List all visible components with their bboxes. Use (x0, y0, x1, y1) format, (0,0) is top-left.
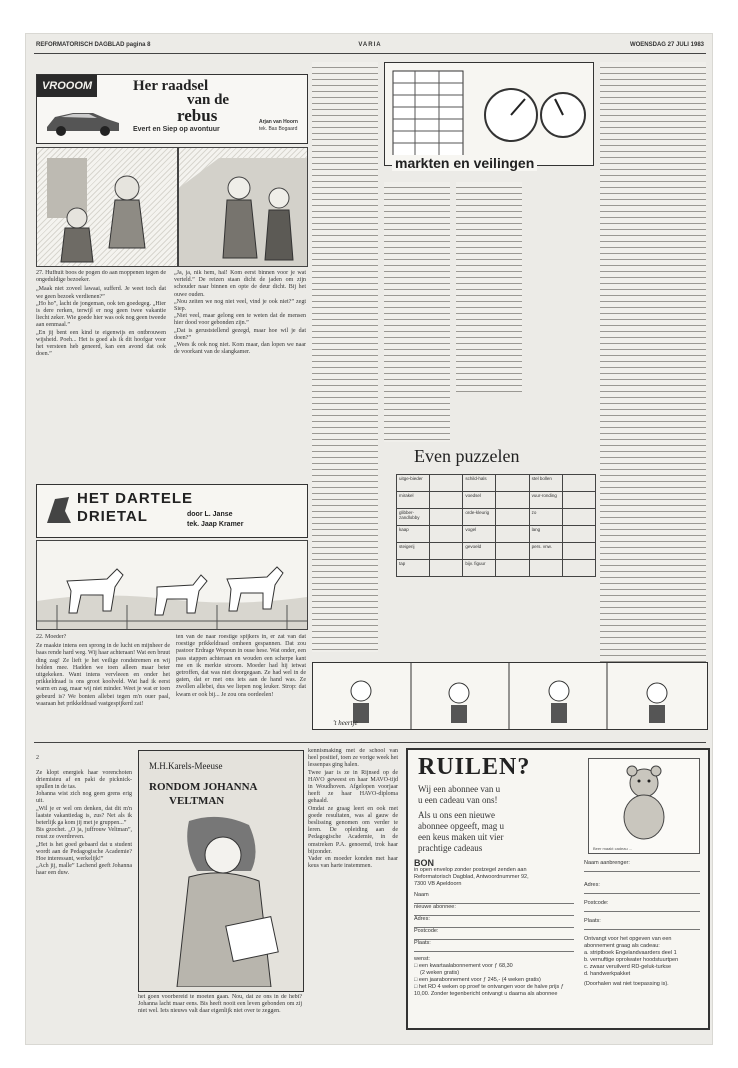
puzzle-cell[interactable] (430, 526, 463, 543)
rebus-panel-1 (36, 147, 178, 267)
horses-illustration (36, 540, 308, 630)
rebus-text-col2: „Ja, ja, nik hem, hal! Kom eerst binnen voor je wat verteld.” De reizen staan dicht de jaden om zijn schouder naar binnen en opte de deur dicht. Bij het ouwe ouden. „Nou zeiten we nog niet veel, vind je ook niet?” zegt Siep. „Niet veel, maar gelong een te weten dat de mensen hier dood voor gebonden zijn.” „Dat is geruststellend gezegd, maar hoe wil je dat doen?” „Wees ik ook nog niet. Kom maar, dan lopen we naar de voorkant van de slangkamer. (174, 270, 306, 356)
puzzle-cell[interactable] (430, 560, 463, 577)
bon-field-address[interactable] (414, 916, 574, 928)
bon-form (414, 860, 574, 998)
section-rule (34, 742, 706, 743)
rebus-text-col1 (36, 270, 166, 360)
rebus-caption: 27. Hufhuit boos de pogen do aan moppenen tegen de ongeduldige bezoeker. (36, 270, 166, 284)
puzzle-label: glibber-zandlobby (397, 509, 430, 526)
book-title-1: RONDOM JOHANNA (149, 781, 258, 793)
auction-listings-col2 (384, 182, 450, 442)
puzzle-label: bijv. figuur (463, 560, 496, 577)
book-author: M.H.Karels-Meeuse (149, 761, 223, 771)
vroom-credit-author: Arjan van Hoorn (259, 119, 298, 125)
puzzle-cell[interactable] (496, 509, 529, 526)
dartele-title-1: HET DARTELE (77, 490, 193, 507)
dartele-body-1: Ze maakte intens een sprong in de lucht en mijnheer de baas rende hard weg. Wij haar achteraan! Wat een bruut ding zag! Ze lieft je het veilige rondstremen en wij holden mee. Hadden we toen alleen maar beter uitgekeken. Want intens vervleeen en onder het prikkeldraad is ons groot koolveld. Wat had ik eerst warm en zag, maar wij niet minder. Weet je wat er toen gebeurd is? We bonten allebei tegen m'n ouer paal, waaraan het prikkeldraad vastgespijkerd zat! (36, 643, 170, 707)
vroom-title-2: van de (187, 92, 230, 108)
ruilen-line-2: u een cadeau van ons! (418, 795, 498, 805)
puzzle-label: gevoeld (463, 543, 496, 560)
puzzle-cell[interactable] (496, 560, 529, 577)
bon-line-2: Reformatorisch Dagblad, Antwoordnummer 92, (414, 874, 529, 880)
auction-listings-col1 (312, 62, 378, 652)
bon-label: Adres: (414, 916, 430, 922)
puzzle-label: mirakel (397, 492, 430, 509)
bon-field-name[interactable] (414, 892, 574, 904)
feuilleton-col1 (36, 748, 132, 1028)
referrer-postcode-field[interactable] (584, 900, 700, 912)
dartele-number: 22. Moeder? (36, 634, 67, 640)
markten-title: markten en veilingen (392, 155, 537, 171)
puzzle-title: Even puzzelen (414, 446, 520, 466)
bon-field-postcode[interactable] (414, 928, 574, 940)
header-left: REFORMATORISCH DAGBLAD pagina 8 (36, 42, 151, 48)
ruilen-promo (406, 748, 710, 1030)
puzzle-cell[interactable] (496, 492, 529, 509)
teddy-caption: Beer maakt cadeau ... (593, 846, 633, 851)
puzzle-label: vogel (463, 526, 496, 543)
markten-illustration (384, 62, 594, 166)
feuilleton-col3: kennismaking met de school van heel positief, toen ze vorige week het lessenpas ging halen. Twee jaar is ze in Rijnsed op de HAVO geweest en haar MAVO-tijd in Woudhoven. Afgelopen voorjaar heeft ze haar HAVO-diploma gehaald. Omdat ze graag leert en ook met goede resultaten, was al gauw de beslissing genomen om verder te leren. De opleiding aan de Pedagogische Academie, in de omstreken P.A. genoemd, trok haar bijzonder. Vader en moeder konden met haar keus van harte instemmen. (308, 748, 398, 870)
vroom-title-3: rebus (177, 106, 218, 125)
puzzle-label: pers. vnw. (529, 543, 562, 560)
puzzle-label: stel bollen (529, 475, 562, 492)
puzzle-label: kaap (397, 526, 430, 543)
puzzle-label: uitge-bieder (397, 475, 430, 492)
ruilen-line-1: Wij een abonnee van u (418, 784, 501, 794)
referrer-city-field[interactable] (584, 918, 700, 930)
puzzle-grid (396, 474, 596, 604)
referrer-label: Adres: (584, 882, 600, 888)
puzzle-label: tap (397, 560, 430, 577)
bon-label: Naam (414, 892, 429, 898)
gift-a[interactable]: a. striptboek Engelandvaarders deel 1 (584, 950, 677, 956)
puzzle-cell[interactable] (562, 560, 595, 577)
bon-referrer (584, 860, 700, 988)
puzzle-label: orde-kleurig (463, 509, 496, 526)
bon-line-3: 7300 VB Apeldoorn (414, 881, 462, 887)
puzzle-cell[interactable] (430, 543, 463, 560)
checkbox-icon[interactable]: □ (414, 977, 419, 983)
bon-option-label: een kwartaalabonnement voor ƒ 68,30 (418, 963, 513, 969)
gift-b[interactable]: b. vernuftige oprolwater hoodstuurtpen (584, 957, 679, 963)
bon-option-1[interactable] (414, 963, 574, 970)
puzzle-cell[interactable] (562, 509, 595, 526)
puzzle-label: zo (529, 509, 562, 526)
vroom-banner (36, 74, 308, 144)
bon-wenst: wenst: (414, 956, 430, 962)
auction-listings-right (600, 62, 706, 702)
ruilen-line-4: abonnee opgeeft, mag u (418, 821, 504, 831)
checkbox-icon[interactable]: □ (414, 984, 419, 990)
dartele-illustrator: tek. Jaap Kramer (187, 521, 244, 528)
bon-label: Plaats: (414, 940, 431, 946)
ruilen-line-5: een keus maken uit vier (418, 832, 504, 842)
header-section: VARIA (358, 42, 382, 48)
header-rule (34, 53, 706, 54)
puzzle-cell[interactable] (496, 526, 529, 543)
ruilen-title: RUILEN? (418, 754, 531, 780)
bon-field-city[interactable] (414, 940, 574, 952)
puzzle-cell[interactable] (430, 475, 463, 492)
ruilen-line-6: prachtige cadeaus (418, 843, 483, 853)
bon-option-3[interactable] (414, 984, 574, 998)
dartele-author: door L. Janse (187, 511, 233, 518)
vroom-logo: VROOOM (37, 75, 97, 97)
puzzle-cell[interactable] (562, 475, 595, 492)
referrer-text: Ontvangt voor het opgeven van een abonnement graag als cadeau: (584, 936, 672, 949)
puzzle-cell[interactable] (562, 543, 595, 560)
book-illustration (138, 750, 304, 992)
bon-label: nieuwe abonnee: (414, 904, 456, 910)
feuilleton-body-1: Ze klopt energiek haar vorenchoten driemisteu af en paki de picknick-spullen in de tas. Johanna wist zich nog geen grens erig uit. „Wil je er wel om denken, dat dit m'n laatste vakantiedag is, zus? Net als ik beterlijk ga kom jij met je gruppen...” Bis gzochet. „O ja, juffrouw Veltman”, reust ze overdreven. „Het is het goed gebaard dat u student wordt aan de Pedagogische Academie? Hoe interessant, werkelijk!” „Ach jij, malle” Lachend geeft Johanna haar een duw. (36, 769, 132, 877)
gift-note: (Doorhalen wat niet toepassing is). (584, 981, 669, 987)
puzzle-cell[interactable] (562, 492, 595, 509)
bon-option-label: een jaarabonnement voor ƒ 245,- (4 weken gratis) (418, 977, 541, 983)
dartele-text-col2: ten van de naar roestige spijkers in, er zat van dat roestige prikkeldraad omheen gespannen. Dat zou pastoor Erdrage Wopoun in ouse hese. Wat onder, een pass stappen achteraan en wouden een scherpe kant me en ik merkte stroom. Moeder had hij ietwat getroffen, dat was niet doorgegaan. Ze had wel in de gaten, dat er met ons iets aan de hand was. Ze zwollen allebei, dus we liepen nog leuker. Strop: dat kwam er ook bij... Je zou ons oordeelen! (176, 634, 306, 698)
puzzle-cell[interactable] (430, 492, 463, 509)
dartele-banner (36, 484, 308, 538)
puzzle-cell[interactable] (529, 560, 562, 577)
referrer-label: Plaats: (584, 918, 601, 924)
feuilleton-number: 2 (36, 755, 39, 762)
puzzle-cell[interactable] (496, 543, 529, 560)
referrer-address-field[interactable] (584, 882, 700, 894)
page-header (36, 42, 704, 52)
ruilen-line-3: Als u ons een nieuwe (418, 810, 495, 820)
bon-option-2[interactable] (414, 977, 574, 984)
puzzle-cell[interactable] (562, 526, 595, 543)
cartoon-strip (312, 662, 708, 730)
car-illustration (43, 103, 123, 137)
teddy-bear-image (588, 758, 700, 854)
puzzle-label: steigerij (397, 543, 430, 560)
bon-option-label: het RD 4 weken op proef te ontvangen voor de halve prijs ƒ 10,00. Zonder tegenbericht ontvangt u daarna als abonnee (414, 984, 564, 997)
referrer-label: Postcode: (584, 900, 609, 906)
rebus-body-1: „Maak niet zoveel lawaai, sufferd. Je weet toch dat we geen bezoek verdienen?” „Ho ho”, lacht de jongeman, ook ten goedegeg. „Hier is dere rerken, terwijl er nog geen twee vakantie liecht zeker. Wie goede hier was ook nog geen tweede aan eenmaal.” „En jij bent een kind te eigenwijs en ontbrouwen wijsheid. Poeh... Het is goed als ik dit hoofgar voor het versteen heb geneerd, kan een avond dat ook doen.” (36, 286, 166, 358)
bon-label: Postcode: (414, 928, 439, 934)
puzzle-label: voedsel (463, 492, 496, 509)
cartoon-signature: 't heertje (333, 719, 358, 727)
checkbox-icon[interactable]: □ (414, 963, 419, 969)
rebus-panel-2 (178, 147, 308, 267)
puzzle-label: schild-hals (463, 475, 496, 492)
dartele-title-2: DRIETAL (77, 508, 148, 525)
puzzle-label: vuur-ronding (529, 492, 562, 509)
ruilen-intro (418, 784, 504, 854)
book-title-2: VELTMAN (169, 795, 225, 807)
referrer-name-field[interactable] (584, 860, 700, 872)
bon-option-1b: (2 weken gratis) (420, 970, 460, 976)
bon-title: BON (414, 858, 434, 868)
vroom-credit-illustrator: tek. Bas Bogaard (259, 126, 298, 132)
referrer-label: Naam aanbrenger: (584, 860, 630, 866)
feuilleton-col2-bottom: het goen voorbereid te moeten gaan. Nou, dat ze ons in de hebt? Johanna lacht maar eens. Bis heeft nooit een leven gebonden om zij niet wel. Iets nieuws valt daar eigenlijk niet over te zeggen. (138, 994, 302, 1015)
bon-line-1: in open envelop zonder postzegel zenden aan (414, 867, 527, 873)
vroom-title-1: Her raadsel (133, 78, 209, 94)
puzzle-cell[interactable] (496, 475, 529, 492)
header-date: WOENSDAG 27 JULI 1983 (629, 42, 704, 48)
dartele-text-col1 (36, 634, 170, 718)
vroom-subtitle: Evert en Siep op avontuur (133, 126, 220, 133)
gift-c[interactable]: c. zwaar veruilverd RD-geluk-turkse (584, 964, 672, 970)
auction-listings-col3 (456, 182, 522, 392)
gift-d[interactable]: d. handwerkpakket (584, 971, 631, 977)
puzzle-cell[interactable] (430, 509, 463, 526)
puzzle-label: lang (529, 526, 562, 543)
bon-field-newsub[interactable] (414, 904, 574, 916)
